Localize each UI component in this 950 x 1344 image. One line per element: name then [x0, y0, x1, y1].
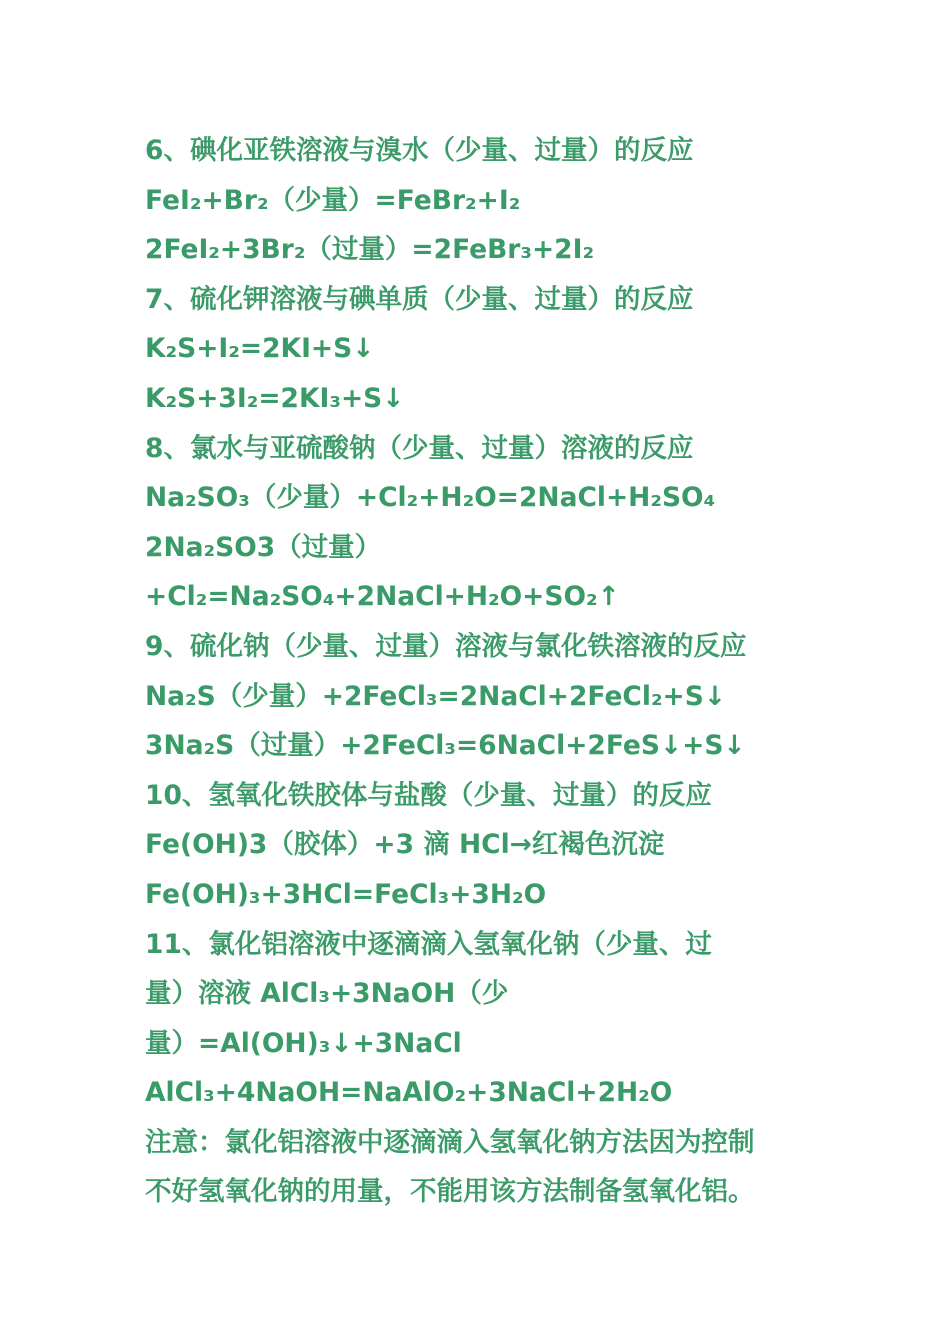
equation-line: 2FeI₂+3Br₂（过量）=2FeBr₃+2I₂ [145, 234, 595, 266]
equation-line: +Cl₂=Na₂SO₄+2NaCl+H₂O+SO₂↑ [145, 581, 620, 613]
equation-line: 2Na₂SO3（过量） [145, 531, 382, 563]
equation-line: K₂S+3I₂=2KI₃+S↓ [145, 382, 405, 414]
section-6-heading: 6、碘化亚铁溶液与溴水（少量、过量）的反应 [145, 135, 694, 166]
equation-line: 3Na₂S（过量）+2FeCl₃=6NaCl+2FeS↓+S↓ [145, 730, 746, 762]
equation-line: FeI₂+Br₂（少量）=FeBr₂+I₂ [145, 184, 521, 216]
equation-line: Fe(OH)3（胶体）+3 滴 HCl→红褐色沉淀 [145, 829, 665, 861]
equation-line: Fe(OH)₃+3HCl=FeCl₃+3H₂O [145, 878, 547, 910]
section-8-heading: 8、氯水与亚硫酸钠（少量、过量）溶液的反应 [145, 432, 694, 464]
section-7-heading: 7、硫化钾溶液与碘单质（少量、过量）的反应 [145, 283, 694, 315]
note-line: 注意：氯化铝溶液中逐滴滴入氢氧化钠方法因为控制 [145, 1126, 755, 1158]
section-11-heading: 11、氯化铝溶液中逐滴滴入氢氧化钠（少量、过 [145, 928, 712, 960]
equation-line: 量）溶液 AlCl₃+3NaOH（少 [145, 978, 509, 1010]
equation-line: 量）=Al(OH)₃↓+3NaCl [145, 1027, 462, 1059]
equation-line: Na₂S（少量）+2FeCl₃=2NaCl+2FeCl₂+S↓ [145, 680, 727, 712]
equation-line: Na₂SO₃（少量）+Cl₂+H₂O=2NaCl+H₂SO₄ [145, 482, 716, 514]
section-9-heading: 9、硫化钠（少量、过量）溶液与氯化铁溶液的反应 [145, 630, 747, 662]
section-10-heading: 10、氢氧化铁胶体与盐酸（少量、过量）的反应 [145, 779, 712, 811]
equation-line: AlCl₃+4NaOH=NaAlO₂+3NaCl+2H₂O [145, 1077, 673, 1109]
equation-line: K₂S+I₂=2KI+S↓ [145, 333, 375, 365]
document-body [145, 126, 825, 1217]
note-line: 不好氢氧化钠的用量，不能用该方法制备氢氧化铝。 [145, 1176, 755, 1208]
